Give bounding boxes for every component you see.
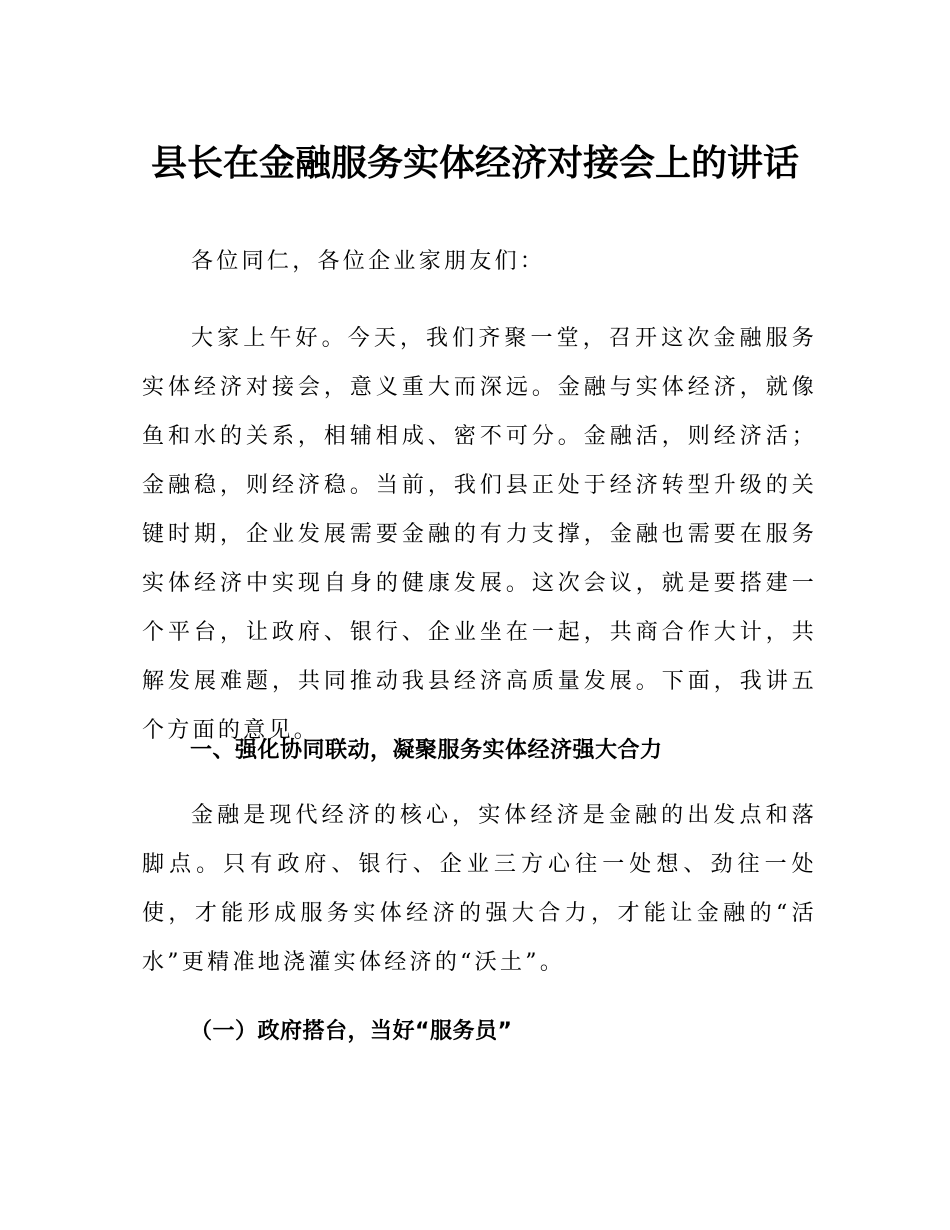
document-title: 县长在金融服务实体经济对接会上的讲话: [150, 143, 799, 185]
intro-paragraph: 大家上午好。今天，我们齐聚一堂，召开这次金融服务实体经济对接会，意义重大而深远。金融与实体经济，就像鱼和水的关系，相辅相成、密不可分。金融活，则经济活；金融稳，则经济稳。当前，我们县正处于经济转型升级的关键时期，企业发展需要金融的有力支撑，金融也需要在服务实体经济中实现自身的健康发展。这次会议，就是要搭建一个平台，让政府、银行、企业坐在一起，共商合作大计，共解发展难题，共同推动我县经济高质量发展。下面，我讲五个方面的意见。: [142, 326, 817, 743]
greeting-paragraph: 各位同仁，各位企业家朋友们：: [191, 249, 546, 274]
subsection-heading-1: （一）政府搭台，当好“服务员”: [190, 1019, 513, 1044]
section-1-paragraph: 金融是现代经济的核心，实体经济是金融的出发点和落脚点。只有政府、银行、企业三方心往一处想、劲往一处使，才能形成服务实体经济的强大合力，才能让金融的“活水”更精准地浇灌实体经济的“沃土”。: [142, 803, 817, 975]
section-heading-1: 一、强化协同联动，凝聚服务实体经济强大合力: [190, 738, 663, 763]
